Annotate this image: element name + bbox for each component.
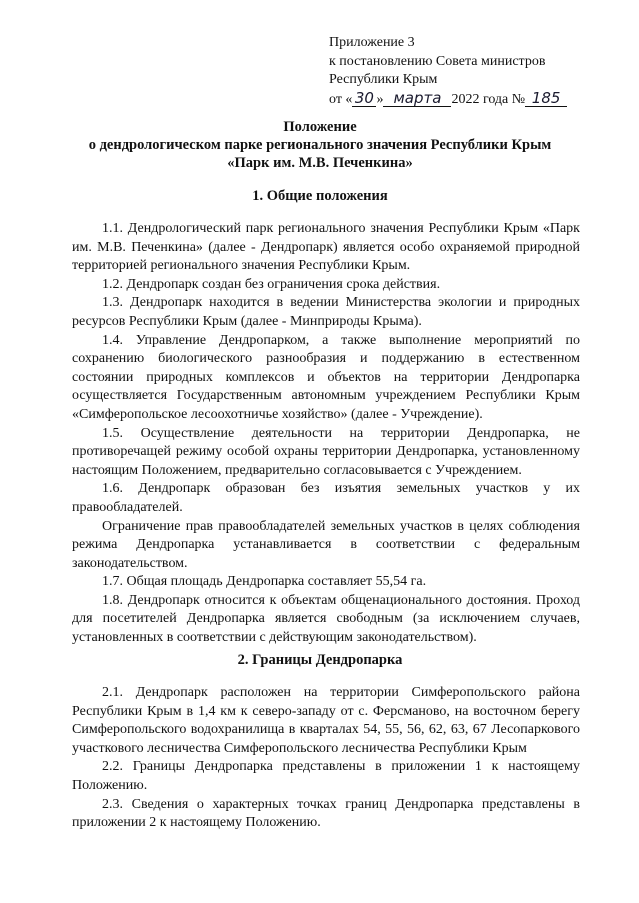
paragraph: 1.6. Дендропарк образован без изъятия земельных участков у их правообладателей. [72,481,580,515]
appendix-line-1: Приложение 3 [329,35,415,50]
paragraph: 1.1. Дендрологический парк регионального значения Республики Крым «Парк им. М.В. Печенкина» (далее - Дендропарк) является особо охраняемой природной территорией регионального значения Республики Крым. [72,221,580,274]
paragraph: 1.4. Управление Дендропарком, а также выполнение мероприятий по сохранению биологического разнообразия и поддержанию в естественном состоянии природных комплексов и объектов на территории Дендропарка осуществляется Государственным автономным учреждением Республики Крым «Симферопольское лесоохотничье хозяйство» (далее - Учреждение). [72,332,580,422]
paragraph: 2.3. Сведения о характерных точках границ Дендропарка представлены в приложении 2 к настоящему Положению. [72,796,580,831]
document-title [40,118,600,172]
handwritten-month: марта [383,90,451,107]
section-2-heading: 2. Границы Дендропарка [237,652,403,668]
section-2-body [72,684,580,833]
section-1-heading: 1. Общие положения [252,188,388,204]
paragraph: 1.5. Осуществление деятельности на территории Дендропарка, не противоречащей режиму особой охраны территории Дендропарка, установленному настоящим Положением, предварительно согласовывается с Учреждением. [72,425,580,478]
appendix-date-line [329,90,619,110]
paragraph: 1.3. Дендропарк находится в ведении Министерства экологии и природных ресурсов Республики Крым (далее - Минприроды Крыма). [72,295,580,329]
paragraph: 1.7. Общая площадь Дендропарка составляет 55,54 га. [102,574,427,590]
handwritten-number: 185 [525,90,567,107]
title-line-3: «Парк им. М.В. Печенкина» [227,155,413,171]
appendix-line-3: Республики Крым [329,72,438,87]
paragraph: 1.2. Дендропарк создан без ограничения срока действия. [102,276,441,292]
paragraph: Ограничение прав правообладателей земельных участков в целях соблюдения режима Дендропарка устанавливается в соответствии с федеральным законодательством. [72,518,580,571]
appendix-line-2: к постановлению Совета министров [329,53,546,69]
title-line-2: о дендрологическом парке регионального значения Республики Крым [88,137,552,153]
title-line-1: Положение [283,119,357,135]
date-prefix: от « [329,91,353,107]
paragraph: 2.2. Границы Дендропарка представлены в приложении 1 к настоящему Положению. [72,759,580,793]
handwritten-day: 30 [352,90,376,107]
paragraph: 2.1. Дендропарк расположен на территории Симферопольского района Республики Крым в 1,4 км к северо-западу от с. Ферсманово, на восточном берегу Симферопольского водохранилища в кварталах 54, 55, 56, 62, 63, 67 Лесопаркового участкового лесничества Симферопольского лесничества Республики Крым [72,685,580,756]
section-1-body [72,220,580,648]
date-mid: » [376,91,384,107]
appendix-header [329,34,619,109]
paragraph: 1.8. Дендропарк относится к объектам общенационального достояния. Проход для посетителей Дендропарка является свободным (за исключением случаев, установленных в соответствии с действующим законодательством). [72,592,580,646]
date-suffix: 2022 года № [451,91,526,107]
